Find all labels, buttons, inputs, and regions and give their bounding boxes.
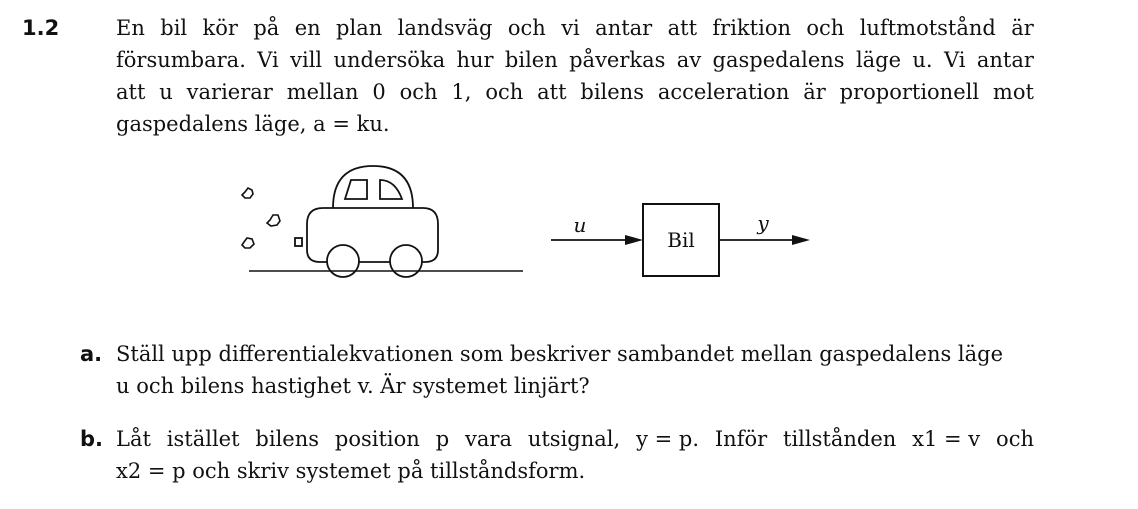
intro-word: Vi (257, 48, 279, 72)
intro-word: och (399, 80, 438, 104)
question-b-line-1 (116, 423, 1034, 455)
intro-word: läge (855, 48, 902, 72)
question-b-label: b. (80, 427, 104, 451)
intro-word: bilens (580, 80, 644, 104)
question-b-line-2: x2 = p och skriv systemet på tillståndsform. (116, 459, 586, 483)
intro-word: är (1011, 16, 1034, 40)
intro-word: antar (976, 48, 1034, 72)
intro-line-1 (116, 12, 1034, 44)
intro-word: hur (456, 48, 494, 72)
intro-line-2 (116, 44, 1034, 76)
question-b-word: Låt (116, 427, 151, 451)
question-b-word: position (334, 427, 420, 451)
question-b-word: bilens (255, 427, 320, 451)
intro-word: är (803, 80, 826, 104)
intro-word: att (116, 80, 146, 104)
intro-word: mellan (286, 80, 359, 104)
question-b-word: tillstånden (783, 427, 897, 451)
intro-word: påverkas (569, 48, 666, 72)
question-a-line-1: Ställ upp differentialekvationen som beskriver sambandet mellan gaspedalens läge (116, 342, 1004, 366)
intro-word: vi (561, 16, 580, 40)
block-label: Bil (667, 228, 695, 252)
intro-word: proportionell (839, 80, 980, 104)
intro-word: varierar (186, 80, 273, 104)
intro-word: En (116, 16, 145, 40)
intro-word: 0 (372, 80, 386, 104)
intro-word: och (485, 80, 524, 104)
intro-word: luftmotstånd (859, 16, 996, 40)
question-b-word: utsignal, (527, 427, 621, 451)
question-b-word: Inför (714, 427, 768, 451)
problem-number: 1.2 (22, 16, 60, 40)
problem-intro (116, 12, 1034, 140)
intro-word: bilen (504, 48, 558, 72)
intro-word: bil (160, 16, 188, 40)
intro-word: undersöka (333, 48, 446, 72)
intro-word: acceleration (657, 80, 790, 104)
intro-word: antar (595, 16, 653, 40)
question-a-text (116, 338, 1034, 402)
intro-word: att (537, 80, 567, 104)
intro-word: att (667, 16, 698, 40)
intro-word: kör (202, 16, 238, 40)
intro-word: mot (992, 80, 1034, 104)
question-b-word: p (435, 427, 450, 451)
intro-word: och (507, 16, 546, 40)
question-b-word: x1 = v (912, 427, 981, 451)
car-figure (225, 158, 825, 288)
intro-word: u (159, 80, 173, 104)
intro-word: 1, (451, 80, 472, 104)
intro-word: u. (912, 48, 933, 72)
input-arrow-icon (625, 235, 643, 245)
intro-word: vill (290, 48, 323, 72)
intro-word: landsväg (397, 16, 493, 40)
question-a-label: a. (80, 342, 103, 366)
intro-word: en (294, 16, 321, 40)
intro-line-4: gaspedalens läge, a = ku. (116, 112, 390, 136)
question-a-line-2: u och bilens hastighet v. Är systemet linjärt? (116, 374, 590, 398)
intro-word: plan (336, 16, 383, 40)
question-b-word: istället (166, 427, 240, 451)
input-label: u (573, 213, 587, 237)
intro-line-3 (116, 76, 1034, 108)
block-diagram (551, 204, 810, 276)
intro-word: på (253, 16, 280, 40)
output-label: y (757, 211, 769, 235)
intro-word: gaspedalens (712, 48, 845, 72)
question-b-word: vara (465, 427, 512, 451)
intro-word: av (676, 48, 702, 72)
question-b-word: y = p. (636, 427, 699, 451)
car-icon (295, 166, 438, 277)
figure-svg (225, 158, 825, 288)
intro-word: friktion (712, 16, 791, 40)
intro-word: och (806, 16, 845, 40)
question-b-word: och (996, 427, 1034, 451)
exhaust-puff-icon (242, 188, 280, 248)
intro-word: Vi (943, 48, 966, 72)
question-b-text (116, 423, 1034, 487)
intro-word: försumbara. (116, 48, 246, 72)
output-arrow-icon (792, 235, 810, 245)
